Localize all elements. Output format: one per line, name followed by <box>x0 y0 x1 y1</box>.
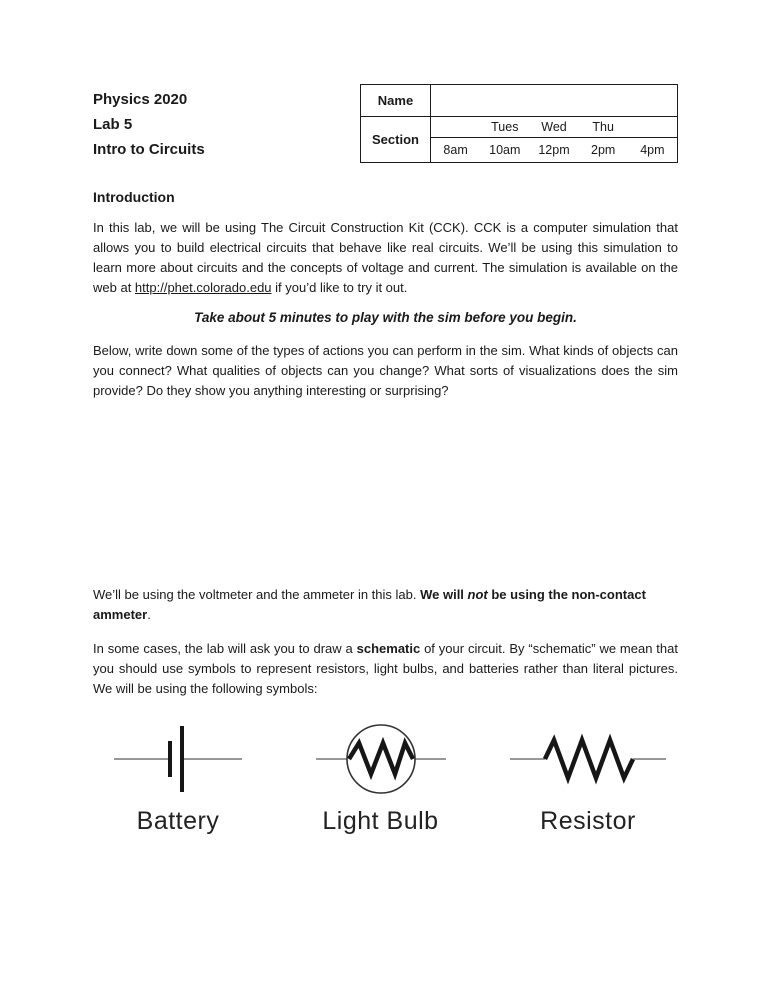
introduction-heading: Introduction <box>93 189 175 205</box>
intro-text-before-link: In this lab, we will be using The Circuit Construction Kit (CCK). CCK is a computer simulation that allows you to build electrical circuits that behave like real circuits. We’ll be using this simulation to learn more about circuits and the concepts of voltage and current. The simulation is available on the web at <box>93 220 678 295</box>
document-header <box>93 84 678 163</box>
schematic-text-after: of your circuit. By “schematic” we mean that you should use symbols to represent resistors, light bulbs, and batteries rather than literal pictures. We will be using the following symbols: <box>93 641 678 696</box>
table-row-name <box>361 85 677 117</box>
resistor-label: Resistor <box>540 807 636 835</box>
time-4pm: 4pm <box>640 143 665 158</box>
meters-paragraph <box>93 585 678 625</box>
doc-title-block <box>93 84 205 162</box>
day-thu: Thu <box>592 120 614 135</box>
schematic-text-before: In some cases, the lab will ask you to draw a <box>93 641 357 656</box>
lab-number: Lab 5 <box>93 116 133 133</box>
meters-text: We’ll be using the voltmeter and the ammeter in this lab. <box>93 587 421 602</box>
light-bulb-symbol-icon <box>314 715 448 803</box>
day-tues: Tues <box>491 120 519 135</box>
section-grid <box>431 117 677 162</box>
intro-text-after-link: if you’d like to try it out. <box>271 280 408 295</box>
day-wed: Wed <box>541 120 567 135</box>
prompt-paragraph: Below, write down some of the types of actions you can perform in the sim. What kinds of objects can you connect? What qualities of objects can you change? What sorts of visualizations does the sim provide? Do they show you anything interesting or surprising? <box>93 343 678 398</box>
answer-space <box>93 401 678 585</box>
time-10am: 10am <box>489 143 521 158</box>
battery-label: Battery <box>136 807 220 835</box>
name-value-cell <box>431 85 677 116</box>
resistor-symbol-group <box>498 715 678 836</box>
intro-paragraph <box>93 218 678 298</box>
doc-title: Intro to Circuits <box>93 141 205 158</box>
schematic-bold: schematic <box>356 641 421 656</box>
section-times-row <box>431 138 677 162</box>
name-section-table <box>360 84 678 163</box>
schematic-symbols <box>93 715 678 836</box>
section-days-row <box>431 117 677 138</box>
time-12pm: 12pm <box>538 143 570 158</box>
light-bulb-label: Light Bulb <box>322 807 439 835</box>
schematic-paragraph <box>93 639 678 699</box>
battery-symbol-icon <box>112 715 244 803</box>
name-label: Name <box>361 85 431 116</box>
meters-bold-end: be using the non-contact ammeter <box>93 587 646 622</box>
meters-bold-italic: not <box>467 587 488 602</box>
phet-link[interactable]: http://phet.colorado.edu <box>134 280 272 295</box>
course-title: Physics 2020 <box>93 91 188 108</box>
battery-symbol-group <box>93 715 263 836</box>
meters-bold-start: We will <box>420 587 468 602</box>
time-8am: 8am <box>443 143 468 158</box>
section-label: Section <box>361 117 431 162</box>
time-2pm: 2pm <box>591 143 616 158</box>
table-row-section <box>361 117 677 162</box>
resistor-symbol-icon <box>508 715 668 803</box>
callout-line: Take about 5 minutes to play with the sim before you begin. <box>194 310 577 325</box>
meters-period: . <box>147 607 151 622</box>
light-bulb-symbol-group <box>263 715 498 836</box>
